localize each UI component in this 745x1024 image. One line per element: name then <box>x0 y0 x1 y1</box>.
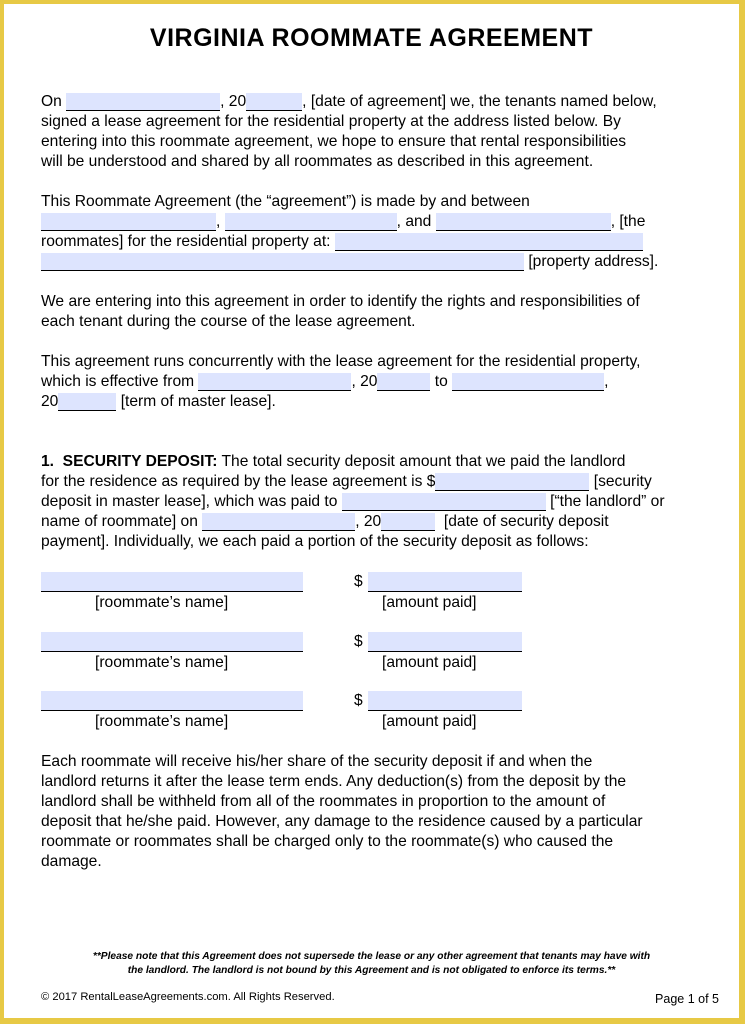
text: to <box>430 373 453 390</box>
return-line-5: roommate or roommates shall be charged only to the roommate(s) who caused the <box>41 833 614 850</box>
parties-line-2 <box>41 212 645 232</box>
text: The total security deposit amount that we paid the landlord <box>217 453 626 470</box>
amount-paid-field[interactable] <box>368 572 522 592</box>
dollar-sign: $ <box>354 573 363 590</box>
roommate-name-field[interactable] <box>41 632 303 652</box>
roommate-name-caption: [roommate’s name] <box>95 594 229 611</box>
text: name of roommate] on <box>41 513 203 530</box>
text: , 20 <box>220 93 247 110</box>
deposit-date-field[interactable] <box>202 513 355 531</box>
disclaimer-note-2: the landlord. The landlord is not bound by this Agreement and is not obligated to enforce its terms.** <box>127 965 616 976</box>
text: On <box>41 93 67 110</box>
amount-paid-caption: [amount paid] <box>382 713 477 730</box>
term-line-3 <box>41 392 276 412</box>
deposit-line-5: payment]. Individually, we each paid a portion of the security deposit as follows: <box>41 533 589 550</box>
text: , <box>604 373 609 390</box>
roommate-name-field[interactable] <box>41 572 303 592</box>
amount-paid-field[interactable] <box>368 691 522 711</box>
total-deposit-field[interactable] <box>435 473 589 491</box>
text: , 20 <box>351 373 378 390</box>
text: which is effective from <box>41 373 199 390</box>
text: 20 <box>41 393 59 410</box>
term-line-1: This agreement runs concurrently with the lease agreement for the residential property, <box>41 353 641 370</box>
roommate-name-caption: [roommate’s name] <box>95 713 229 730</box>
intro-line-3: entering into this roommate agreement, we hope to ensure that rental responsibilities <box>41 133 627 150</box>
text: [“the landlord” or <box>545 493 665 510</box>
section-heading: 1. SECURITY DEPOSIT: <box>41 453 218 470</box>
text: [security <box>589 473 652 490</box>
text: [property address]. <box>524 253 659 270</box>
document-page <box>4 4 739 1018</box>
lease-end-date-field[interactable] <box>452 373 604 391</box>
amount-paid-caption: [amount paid] <box>382 654 477 671</box>
return-line-3: landlord shall be withheld from all of the roommates in proportion to the amount of <box>41 793 606 810</box>
amount-paid-caption: [amount paid] <box>382 594 477 611</box>
purpose-line-1: We are entering into this agreement in order to identify the rights and responsibilities of <box>41 293 640 310</box>
text: , <box>216 213 225 230</box>
return-line-2: landlord returns it after the lease term ends. Any deduction(s) from the deposit by the <box>41 773 627 790</box>
deposit-line-4 <box>41 512 609 532</box>
text: , [the <box>610 213 646 230</box>
term-line-2 <box>41 372 608 392</box>
dollar-sign: $ <box>354 633 363 650</box>
parties-line-1: This Roommate Agreement (the “agreement”) is made by and between <box>41 193 530 210</box>
agreement-year-field[interactable] <box>246 93 302 111</box>
text: deposit in master lease], which was paid to <box>41 493 342 510</box>
deposit-line-3 <box>41 492 665 512</box>
text: , 20 <box>355 513 382 530</box>
roommate-name-caption: [roommate’s name] <box>95 654 229 671</box>
paid-to-field[interactable] <box>342 493 546 511</box>
text: roommates] for the residential property at: <box>41 233 335 250</box>
intro-line-2: signed a lease agreement for the residential property at the address listed below. By <box>41 113 621 130</box>
deposit-line-1 <box>41 452 625 472</box>
property-address-field-1[interactable] <box>335 233 643 251</box>
amount-paid-field[interactable] <box>368 632 522 652</box>
lease-end-year-field[interactable] <box>58 393 116 411</box>
purpose-line-2: each tenant during the course of the lease agreement. <box>41 313 416 330</box>
disclaimer-note-1: **Please note that this Agreement does not supersede the lease or any other agreement that tenants may have with <box>92 951 651 962</box>
return-line-1: Each roommate will receive his/her share of the security deposit if and when the <box>41 753 593 770</box>
dollar-sign: $ <box>354 692 363 709</box>
return-line-6: damage. <box>41 853 102 870</box>
text: [date of security deposit <box>435 513 609 530</box>
text: [term of master lease]. <box>116 393 276 410</box>
property-address-field-2[interactable] <box>41 253 524 271</box>
lease-start-year-field[interactable] <box>377 373 430 391</box>
intro-line-4: will be understood and shared by all roommates as described in this agreement. <box>41 153 594 170</box>
text: , and <box>396 213 436 230</box>
parties-line-3 <box>41 232 643 252</box>
lease-start-date-field[interactable] <box>198 373 351 391</box>
text: , [date of agreement] we, the tenants named below, <box>302 93 657 110</box>
document-title: VIRGINIA ROOMMATE AGREEMENT <box>149 24 594 52</box>
page-number: Page 1 of 5 <box>655 992 719 1006</box>
agreement-date-field[interactable] <box>66 93 220 111</box>
intro-line-1 <box>41 92 657 112</box>
return-line-4: deposit that he/she paid. However, any damage to the residence caused by a particular <box>41 813 643 830</box>
roommate-3-name-field[interactable] <box>436 213 611 231</box>
parties-line-4 <box>41 252 658 272</box>
deposit-line-2 <box>41 472 652 492</box>
text: for the residence as required by the lease agreement is $ <box>41 473 436 490</box>
roommate-2-name-field[interactable] <box>225 213 397 231</box>
deposit-year-field[interactable] <box>381 513 435 531</box>
roommate-name-field[interactable] <box>41 691 303 711</box>
roommate-1-name-field[interactable] <box>41 213 216 231</box>
copyright-text: © 2017 RentalLeaseAgreements.com. All Rights Reserved. <box>41 991 335 1003</box>
